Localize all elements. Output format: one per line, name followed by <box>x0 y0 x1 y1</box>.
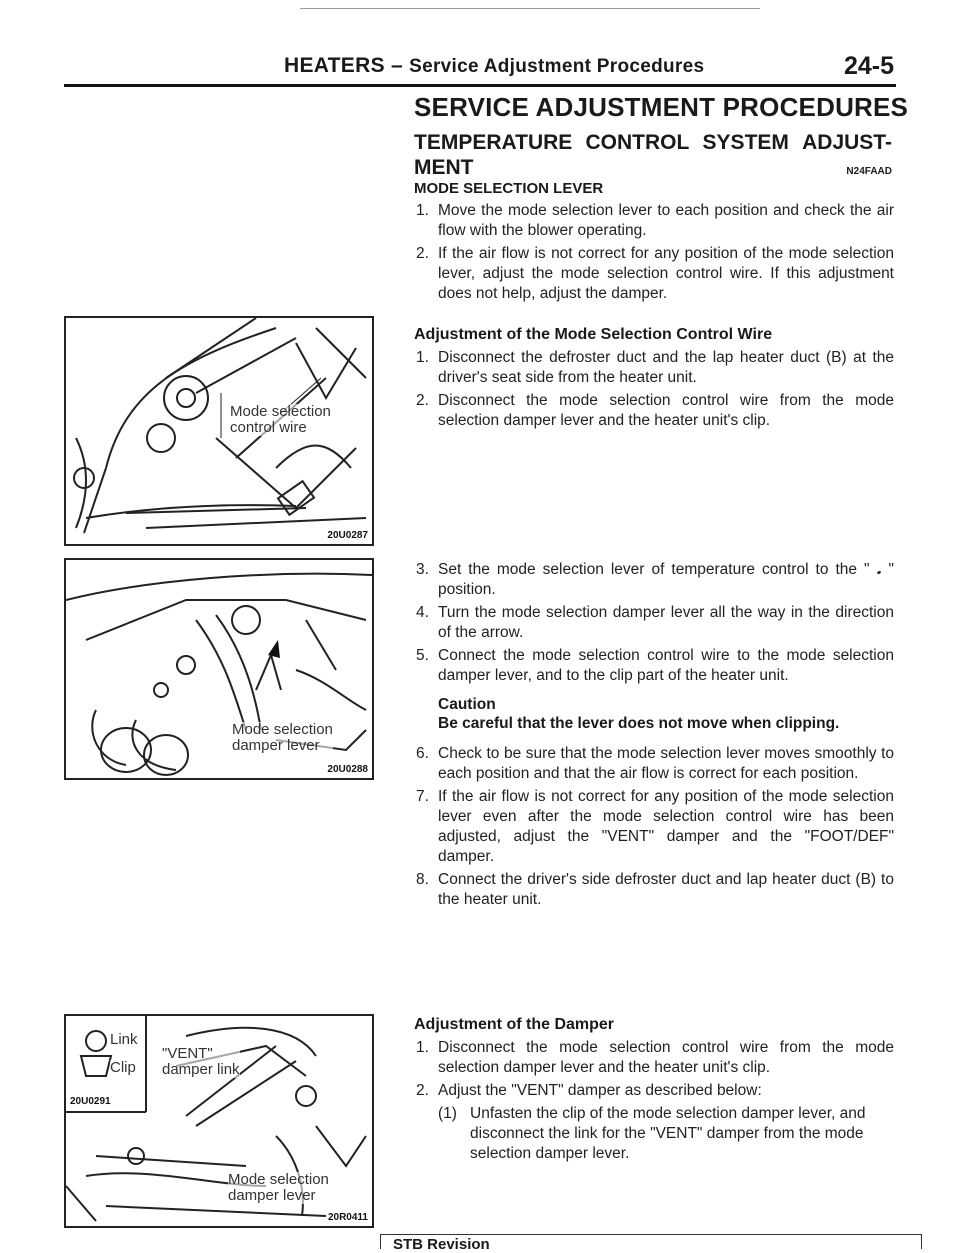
section-code: N24FAAD <box>846 166 892 177</box>
step-number: 2. <box>416 392 429 409</box>
step-text: If the air flow is not correct for any position of the mode selection lever even after the mode selection control wire has been adjusted, adjust the "VENT" damper and the "FOOT/DEF" damper. <box>438 788 894 865</box>
header-rule <box>64 84 896 87</box>
sub-list-item <box>438 1104 894 1164</box>
figure-1-label-line1: Mode selection <box>230 403 331 420</box>
figure-3-code-b: 20R0411 <box>327 1212 368 1223</box>
figure-3-vent-line1: "VENT" <box>162 1045 213 1062</box>
figure-vent-damper <box>64 1014 374 1228</box>
page-number: 24-5 <box>843 52 894 80</box>
figure-control-wire <box>64 316 374 546</box>
top-rule <box>300 8 760 9</box>
list-item <box>414 646 894 686</box>
damper-adjust-heading: Adjustment of the Damper <box>414 1016 615 1033</box>
step-text: Connect the mode selection control wire to the mode selection damper lever, and to the clip part of the heater unit. <box>438 647 894 684</box>
figure-3-clip-label: Clip <box>110 1059 136 1076</box>
figure-1-label-line2: control wire <box>230 419 307 436</box>
caution-heading: Caution <box>438 696 496 713</box>
figure-3-link-label: Link <box>110 1031 138 1048</box>
step-text: Adjust the "VENT" damper as described below: <box>438 1082 762 1099</box>
step-text: Disconnect the defroster duct and the lap heater duct (B) at the driver's seat side from the heater unit. <box>438 349 894 386</box>
section-title-line2: MENT <box>414 156 474 179</box>
section-title-word-3: SYSTEM <box>702 131 789 154</box>
step-number: 4. <box>416 604 429 621</box>
list-item <box>414 244 894 304</box>
figure-3-lever-label <box>228 1172 329 1204</box>
figure-2-label <box>232 722 333 754</box>
figure-3-lever-line1: Mode selection <box>228 1171 329 1188</box>
figure-damper-lever <box>64 558 374 780</box>
step-text: Move the mode selection lever to each position and check the air flow with the blower operating. <box>438 202 894 239</box>
section-title-word-4: ADJUST- <box>802 131 892 154</box>
wire-adjust-steps-a <box>414 348 894 431</box>
mode-lever-steps <box>414 201 894 304</box>
list-item <box>414 560 894 600</box>
section-title-word-2: CONTROL <box>585 131 690 154</box>
figure-1-label <box>230 404 331 436</box>
list-item <box>414 1038 894 1078</box>
footer-text: STB Revision <box>393 1236 490 1253</box>
figure-3-lever-line2: damper lever <box>228 1187 316 1204</box>
step-text: Check to be sure that the mode selection lever moves smoothly to each position and that the air flow is correct for each position. <box>438 745 894 782</box>
step-text: Set the mode selection lever of temperature control to the " 𝅘 " position. <box>438 561 894 598</box>
list-item <box>414 201 894 241</box>
main-title: SERVICE ADJUSTMENT PROCEDURES <box>414 92 909 122</box>
list-item <box>414 391 894 431</box>
list-item <box>414 744 894 784</box>
step-number: 6. <box>416 745 429 762</box>
step-text: Turn the mode selection damper lever all the way in the direction of the arrow. <box>438 604 894 641</box>
damper-adjust-block <box>414 1016 894 1164</box>
wire-adjust-steps-b <box>414 560 894 686</box>
sub-step-number: (1) <box>438 1105 457 1122</box>
figure-3-vent-line2: damper link <box>162 1061 240 1078</box>
header-title-sub: Service Adjustment Procedures <box>409 56 705 77</box>
wire-adjust-heading: Adjustment of the Mode Selection Control Wire <box>414 326 773 343</box>
figure-2-code: 20U0288 <box>327 764 368 775</box>
step-text: Disconnect the mode selection control wire from the mode selection damper lever and the heater unit's clip. <box>438 392 894 429</box>
step-number: 1. <box>416 202 429 219</box>
mode-lever-heading: MODE SELECTION LEVER <box>414 180 604 197</box>
wire-adjust-block-b <box>414 556 894 913</box>
list-item <box>414 870 894 910</box>
damper-adjust-steps <box>414 1038 894 1101</box>
section-title-word-1: TEMPERATURE <box>414 131 573 154</box>
sub-step-text: Unfasten the clip of the mode selection damper lever, and disconnect the link for the "VENT" damper from the mode selection damper lever. <box>470 1105 866 1162</box>
step-number: 3. <box>416 561 429 578</box>
step-text: Disconnect the mode selection control wire from the mode selection damper lever and the heater unit's clip. <box>438 1039 894 1076</box>
step-number: 2. <box>416 245 429 262</box>
step-number: 1. <box>416 1039 429 1056</box>
list-item <box>414 787 894 867</box>
footer-box <box>380 1234 922 1253</box>
step-number: 7. <box>416 788 429 805</box>
list-item <box>414 348 894 388</box>
figure-3-vent-label <box>162 1046 240 1078</box>
list-item <box>414 603 894 643</box>
step-number: 8. <box>416 871 429 888</box>
step-text: If the air flow is not correct for any position of the mode selection lever, adjust the mode selection control wire. If this adjustment does not help, adjust the damper. <box>438 245 894 302</box>
step-number: 5. <box>416 647 429 664</box>
section-title <box>414 130 892 184</box>
header-title-main: HEATERS – <box>284 54 403 77</box>
figure-3-code-a: 20U0291 <box>70 1096 111 1107</box>
step-text: Connect the driver's side defroster duct and lap heater duct (B) to the heater unit. <box>438 871 894 908</box>
figure-1-code: 20U0287 <box>327 530 368 541</box>
figure-2-label-line2: damper lever <box>232 737 320 754</box>
wire-adjust-steps-c <box>414 744 894 910</box>
mode-lever-block <box>414 180 894 307</box>
wire-adjust-block-a <box>414 326 894 434</box>
figure-2-label-line1: Mode selection <box>232 721 333 738</box>
step-number: 2. <box>416 1082 429 1099</box>
list-item <box>414 1081 894 1101</box>
header-title <box>284 54 704 78</box>
caution-text: Be careful that the lever does not move when clipping. <box>438 715 840 732</box>
step-number: 1. <box>416 349 429 366</box>
